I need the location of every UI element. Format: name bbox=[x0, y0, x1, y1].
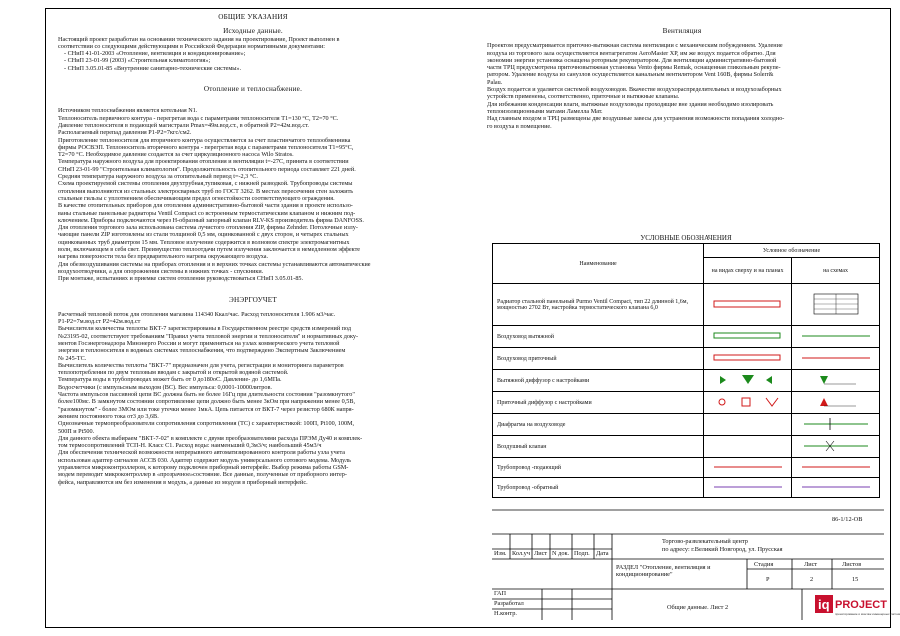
text-line: Вычислитель количества теплоты "ВКТ-7" предназначен для учета, регистрации и мониторинга параметров bbox=[58, 361, 344, 369]
legend-row-air-valve: Воздушный клапан bbox=[493, 436, 704, 458]
object-address: по адресу: г.Великий Новгород, ул. Прусская bbox=[662, 546, 783, 553]
text-line: Приготовление теплоносителя для вторичного контура осуществляется за счет пластинчатого теплообменника bbox=[58, 136, 351, 144]
text-line: воздуха из торгового зала осуществляется вентагрегатом AeroMaster XP, им же воздух подается обратно. Для bbox=[487, 49, 776, 57]
text-line: чающие панели ZIP изготовлены из стали толщиной 0,5 мм, оцинкованной с двух сторон, и четырех стальных bbox=[58, 231, 349, 239]
text-line: фейса, направляются им без изменения в модуль, а данные из модуля в приборный интерфейс. bbox=[58, 478, 308, 486]
text-line: го воздуха в помещение. bbox=[487, 122, 552, 130]
legend-row-exhaust-diffuser: Вытяжной диффузор с настройками bbox=[493, 370, 704, 392]
text-line: использован адаптер сигналов АССВ 030. Адаптер содержит модуль универсального сотового модема. Модуль bbox=[58, 456, 351, 464]
source-title: Исходные данные. bbox=[223, 27, 283, 36]
supply-duct-scheme-symbol bbox=[792, 348, 880, 370]
legend-col-name: Наименование bbox=[493, 244, 704, 284]
text-line: Т2=70 °С. Необходимое давление создается за счет циркуляционного насоса Wilo Stratos. bbox=[58, 151, 294, 159]
text-line: Воздух подается и удаляется системой воздуховодов. Вкачестве воздухораспределительных и воздухозаборных bbox=[487, 86, 782, 94]
text-line: - СНиП 23-01-99 (2003) «Строительная климатология»; bbox=[64, 57, 211, 65]
col-podp: Подп. bbox=[574, 550, 590, 557]
text-line: Схема проектируемой системы отопления двухтрубная,тупиковая, с нижней разводкой. Трубопроводы системы bbox=[58, 180, 353, 188]
text-line: ключением. Приборы подключаются через Н-образный запорный клапан RLV-KS производитель фирма DANFOSS. bbox=[58, 216, 364, 224]
sheet-label: Лист bbox=[804, 561, 818, 568]
sheet-value: 2 bbox=[810, 576, 814, 583]
text-line: стальные гильзы с уплотнением обеспечивающим предел огнестойкости соответствующего ограждения. bbox=[58, 194, 335, 202]
text-line: При монтаже, испытаниях и приемке систем отопления руководствоваться СНиП 3.05.01-85. bbox=[58, 275, 304, 283]
text-line: ратором. Удаление воздуха из санузлов осуществляется канальным вентилятором Vent 160В, фирмы Solerr& bbox=[487, 71, 774, 79]
text-line: жением постоянного тока от3 до 3,6В. bbox=[58, 412, 159, 420]
text-line: - СНиП 41-01-2003 «Отопление, вентиляция и кондиционирование»; bbox=[64, 50, 246, 58]
text-line: Для обеспечения технической возможности непрерывного автоматизированного контроля работы узла учета bbox=[58, 449, 346, 457]
col-ndoc: N док. bbox=[552, 550, 570, 557]
text-line: Для данного обекта выбираем "ВКТ-7-02" в комплекте с двумя преобразователями расхода ПРЭМ Ду40 и комплек- bbox=[58, 434, 363, 442]
air-valve-scheme-symbol bbox=[792, 436, 880, 458]
text-line: теплоизоляционными матами Ламелла Мат. bbox=[487, 107, 603, 115]
text-line: Над главным входом в ТРЦ размещены две воздушные завесы для устранения возможности попадания холодно- bbox=[487, 115, 785, 123]
source-text bbox=[58, 36, 448, 72]
legend-row-radiator: Радиатор стальной панельный Purmo Ventil Compact, тип 22 длинной 1,6м, мощностью 2702 Вт, настройка термостатического клапана 6,0 bbox=[493, 284, 704, 326]
col-kol: Кол.уч bbox=[512, 550, 530, 557]
stage-value: Р bbox=[766, 576, 770, 583]
gap-label: ГАП bbox=[494, 590, 507, 597]
text-line: - СНиП 3.05.01-85 «Внутренние санитарно-технические системы». bbox=[64, 64, 242, 72]
text-line: отопления выполняются из стальных электросварных труб по ГОСТ 3262. В местах пересечения стен заложить bbox=[58, 187, 354, 195]
text-line: более100мс. В замкнутом состоянии сопротивление цепи должно быть менее 3кОм при напряжении менее 0,5В, bbox=[58, 398, 356, 406]
diaphragm-scheme-symbol bbox=[792, 414, 880, 436]
object-name: Торгово-развлекательный центр bbox=[662, 538, 748, 545]
logo-subtitle: проектирование и монтаж инженерных систем bbox=[835, 612, 900, 616]
text-line: фирмы РОСВЭП. Теплоноситель вторичного контура - перегретая вода с параметрами теплоносителя Т1=95°С, bbox=[58, 143, 354, 151]
norm-control-label: Н.контр. bbox=[494, 610, 517, 617]
general-notes bbox=[58, 14, 448, 486]
text-line: Вычислители количества теплоты ВКТ-7 зарегистрированы в Государственном реестре средств измерений под bbox=[58, 325, 352, 333]
general-title: ОБЩИЕ УКАЗАНИЯ bbox=[218, 13, 288, 21]
text-line: Р1-Р2=7м.вод.ст Р2=42м.вод.ст bbox=[58, 318, 141, 326]
ventilation-title: Вентиляция bbox=[662, 27, 702, 35]
legend-row-diaphragm: Диафрагма на воздуховоде bbox=[493, 414, 704, 436]
text-line: Температура наружного воздуха для проектирования отопления и вентиляции t=-27С, принята в соответствии bbox=[58, 158, 349, 166]
legend-row-return-pipe: Трубопровод -обратный bbox=[493, 478, 704, 498]
ventilation-text bbox=[487, 42, 877, 130]
sheets-label: Листов bbox=[842, 561, 862, 568]
legend-row-supply-diffuser: Приточный диффузор с настройками bbox=[493, 392, 704, 414]
col-izm: Изм. bbox=[494, 550, 507, 557]
supply-duct-plan-symbol bbox=[704, 348, 792, 370]
col-data: Дата bbox=[596, 550, 609, 557]
legend-col-symbol: Условное обозначение bbox=[704, 244, 880, 258]
legend-table bbox=[492, 243, 880, 498]
text-line: 500П и Pt500. bbox=[58, 427, 95, 435]
ventilation-notes bbox=[487, 28, 877, 130]
company-logo bbox=[815, 594, 900, 618]
text-line: Для отопления торгового зала использована система лучистого отопления ZIP, фирмы Zehnder. Потолочные излу- bbox=[58, 224, 358, 232]
text-line: № 245-ТС. bbox=[58, 354, 87, 362]
text-line: Средняя температура наружного воздуха за отопительный период t=-2,3 °С. bbox=[58, 173, 258, 181]
heating-text bbox=[58, 107, 448, 282]
text-line: том термосопротивлений ТСП-Н. Класс С1. Расход воды: наименьший 0,3м3/ч; наибольший 45м3/ч bbox=[58, 442, 322, 450]
text-line: Проектом предусматривается приточно-вытяжная система вентиляции с механическим побуждением. Удаление bbox=[487, 42, 783, 50]
text-line: Для избежания конденсации влаги, вытяжные воздуховоды проходящие вне здания необходимо изолировать bbox=[487, 100, 774, 108]
radiator-scheme-symbol bbox=[792, 284, 880, 326]
supply-diffuser-scheme-symbol bbox=[792, 392, 880, 414]
text-line: Теплоноситель первичного контура - перегретая вода с параметрами теплоносителя Т1=130 °С, Т2=70 °С. bbox=[58, 114, 339, 122]
energy-title: ЭНЭРГОУЧЕТ bbox=[229, 295, 277, 304]
radiator-plan-symbol bbox=[704, 284, 792, 326]
supply-pipe-plan-symbol bbox=[704, 458, 792, 478]
text-line: "разомкнутом" - более 3МОм или токе утечки менее 1мкА. Цепь питается от ВКТ-7 через резистор 680К напря- bbox=[58, 405, 354, 413]
sheet-name: Общие данные. Лист 2 bbox=[667, 604, 729, 611]
exhaust-diffuser-plan-symbol bbox=[704, 370, 792, 392]
text-line: СНиП 23-01-99 "Строительная климатология". Продолжительность отопительного периода составляет 221 дней. bbox=[58, 165, 356, 173]
text-line: модем переводит микроконтроллер в «прозрачное»состояние. Все данные, полученные от приборного интер- bbox=[58, 471, 347, 479]
text-line: №23195-02, соответствуют требованиям "Правил учета тепловой энергии и теплоносителя" и нормативных доку- bbox=[58, 332, 359, 340]
text-line: ментов Госэнергонадзора Минэнерго России и могут применяться на узлах коммерческого учета тепловой bbox=[58, 339, 340, 347]
legend-col-scheme: на схемах bbox=[792, 258, 880, 284]
text-line: экономии энергии установка оснащена роторным рекуператором. Для вентиляции административно-бытовой bbox=[487, 56, 777, 64]
diaphragm-plan-symbol bbox=[704, 414, 792, 436]
text-line: ваны стальные панельные радиаторы Ventil Compact со встроенным термостатическим клапаном и нижним под- bbox=[58, 209, 356, 217]
legend-row-exhaust-duct: Воздуховод вытяжной bbox=[493, 326, 704, 348]
developer-label: Разработал bbox=[494, 600, 524, 607]
text-line: Располагаемый перепад давления Р1-Р2=7кгс/см2. bbox=[58, 129, 192, 137]
legend-col-plan: на видах сверху и на планах bbox=[704, 258, 792, 284]
text-line: теплопотребления по двум тепловым вводам с закрытой и открытой водяной системой. bbox=[58, 369, 289, 377]
return-pipe-scheme-symbol bbox=[792, 478, 880, 498]
text-line: энергии и теплоносителя в водяных системах теплоснабжения, что подтверждено Экспертным Заключением bbox=[58, 347, 346, 355]
text-line: части ТРЦ предусмотрена приточновытяжная установка Vento фирмы Remak, оснащенная гликольным рекупе- bbox=[487, 64, 781, 72]
legend-title: УСЛОВНЫЕ ОБОЗНАЧЕНИЯ bbox=[640, 234, 732, 242]
doc-code: 86-1/12-ОВ bbox=[832, 516, 863, 523]
text-line: нагрева поверхности тела без предварительного нагрева окружающего воздуха. bbox=[58, 253, 269, 261]
stage-label: Стадия bbox=[754, 561, 774, 568]
exhaust-duct-scheme-symbol bbox=[792, 326, 880, 348]
supply-pipe-scheme-symbol bbox=[792, 458, 880, 478]
text-line: Частота импульсов пассивной цепи ВС должна быть не более 16Гц при длительности состояния "разомкнутого" bbox=[58, 391, 355, 399]
col-list: Лист bbox=[534, 550, 548, 557]
text-line: соответствии со следующими действующими в Российской Федерации нормативными документами: bbox=[58, 42, 325, 50]
legend-row-supply-pipe: Трубопровод -подающий bbox=[493, 458, 704, 478]
text-line: В качестве отопительных приборов для отопления административно-бытовой части здания в проекте использо- bbox=[58, 202, 353, 210]
air-valve-plan-symbol bbox=[704, 436, 792, 458]
energy-text bbox=[58, 311, 448, 486]
text-line: Расчетный тепловой поток для отопления магазина 114340 Ккал/час. Расход теплоносителя 1.906 м3/час. bbox=[58, 310, 336, 318]
text-line: оцинкованных труб диаметром 15 мм. Тепловое излучение содержится в волновом спектре электромагнитных bbox=[58, 238, 350, 246]
text-line: устройств применены, соответственно, приточные и вытяжные клапаны. bbox=[487, 93, 680, 101]
text-line: Palau. bbox=[487, 78, 503, 86]
text-line: Источником теплоснабжения является котельная N1. bbox=[58, 107, 198, 115]
text-line: Водосчетчики (с импульсным выходом (ВС). Вес импульса: 0,0001-10000литров. bbox=[58, 383, 272, 391]
svg-text:iq: iq bbox=[818, 597, 830, 612]
text-line: Температура воды в трубопроводах может быть от 0 до180оС. Давление- до 1,6МПа. bbox=[58, 376, 282, 384]
return-pipe-plan-symbol bbox=[704, 478, 792, 498]
text-line: воздухоотводчики, а для опорожнения системы в нижних точках - спускники. bbox=[58, 267, 264, 275]
text-line: Давление теплоносителя в подающей магистрали Рmax=49м.вод.ст., в обратной Р2=42м.вод.ст. bbox=[58, 121, 309, 129]
text-line: Однозначные термопреобразователи сопротивления сопротивления (ТС) с характеристикой: 100П, Pt100, 100М, bbox=[58, 420, 355, 428]
heating-title: Отопление и теплоснабжение. bbox=[203, 85, 303, 94]
supply-diffuser-plan-symbol bbox=[704, 392, 792, 414]
text-line: Для обезвоздушивания системы на приборах отопления и в верхних точках системы устанавливаются автоматические bbox=[58, 260, 371, 268]
exhaust-duct-plan-symbol bbox=[704, 326, 792, 348]
sheets-value: 15 bbox=[852, 576, 859, 583]
text-line: волн, включающем в себя свет. Преимущество теплоотдачи путем излучения заключается в немедленном эффекте bbox=[58, 246, 361, 254]
legend-row-supply-duct: Воздуховод приточный bbox=[493, 348, 704, 370]
text-line: Настоящий проект разработан на основании технического задания на проектирование, Проект выполнен в bbox=[58, 35, 340, 43]
section-name: РАЗДЕЛ "Отопление, вентиляция и кондиционирование" bbox=[616, 564, 711, 578]
exhaust-diffuser-scheme-symbol bbox=[792, 370, 880, 392]
text-line: управляется микроконтроллером, к которому подключен приборный интерфейс. Выбор режима работы GSM- bbox=[58, 464, 349, 472]
logo-text: PROJECT bbox=[835, 599, 887, 611]
